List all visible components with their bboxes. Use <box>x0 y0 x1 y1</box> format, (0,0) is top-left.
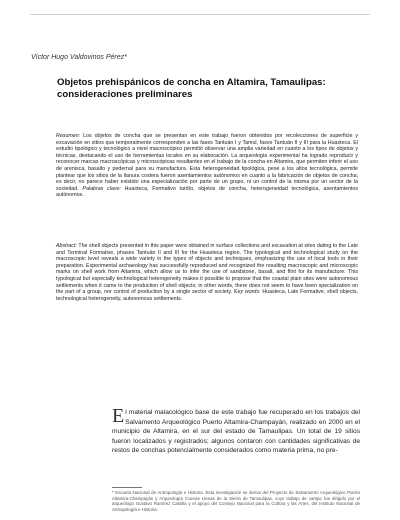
abstract-spanish <box>56 133 358 199</box>
abstract-english <box>56 243 358 302</box>
body-paragraph <box>112 405 360 456</box>
footnote: * Escuela Nacional de Antropología e Historia. Esta investigación se deriva del Proyecto de Salvamento Arqueológico Puerto Altamira-Champayán y Arqueología Cuevas Llenas de la Sierra de Tamaulipas, cuyo trabajo de campo fue dirigido por el arqueólogo Gustavo Ramírez Castilla y el apoyo del Consejo Nacional para la Cultura y las Artes, del Instituto Nacional de Antropología e Historia. <box>112 490 360 512</box>
footnote-rule <box>112 487 142 488</box>
resumen-label: Resumen: <box>56 133 81 139</box>
palabras-clave-text: Huasteca, Formativo tardío, objetos de concha, heterogeneidad tecnológica, asentamientos autónomos. <box>56 185 358 199</box>
keywords-text: Huasteca, Late Formative, shell objects, technological heterogeneity, autonomous settlements. <box>56 289 358 302</box>
author-name: Víctor Hugo Valdovinos Pérez* <box>31 54 127 61</box>
resumen-text: Los objetos de concha que se presentan en este trabajo fueron obtenidos por recolecciones de superficie y excavación en sitios que temporalmente corresponden a las fases Tantuán I y Tamul, fases Tantuán II y III para la Huasteca. El estudio tipológico y tecnológico a nivel macroscópico permitió observar una amplia variedad en cuanto a los tipos de objetos y técnicas, destacando el uso de herramientas locales en su elaboración. La arqueología experimental ha logrado reproducir y reconocer marcas macroscópicas y microscópicas resultantes en el trabajo de la concha en Altamira, que permiten inferir el uso de arenisca, basalto y pedernal para su manufactura. Esta heterogeneidad tipológica, pese a los altos tecnológica, permite plantear que los sitios de la llanura costera fueron asentamientos autónomos en cuanto a la fabricación de objetos de concha; es decir, no parece haber existido una especialización por parte de un grupo, ni un control de la misma por un sector de la sociedad. <box>56 133 358 192</box>
abstract-label: Abstract: <box>56 243 77 249</box>
abstract-text: The shell objects presented in this paper were obtained in surface collections and excavation at sites dating to the Late and Terminal Formative, phases Tantuán II and III for the Huasteca region. The typological and technological study on the macroscopic level reveals a wide variety in the types of objects and techniques, emphasizing the use of local tools in their preparation. Experimental archaeology has successfully reproduced and recognized the resulting macroscopic and microscopic marks on shell work from Altamira, which allow us to infer the use of sandstone, basalt, and flint for its manufacture. This typological but especially technological heterogeneity makes it possible to propose that the coastal plain sites were autonomous settlements when it came to the production of shell objects; in other words, there does not seem to have been specialization on the part of a group, nor control of production by a single sector of society. <box>56 243 358 296</box>
body-text: l material malacológico base de este trabajo fue recuperado en los trabajos del Salvamento Arqueológico Puerto Altamira-Champayán, realizado en 2000 en el municipio de Altamira, en el sur del estado de Tamaulipas. Un total de 19 sitios fueron localizados y registrados; algunos contaron con cantidades significativas de restos de conchas potencialmente considerados como materia prima, no pre- <box>112 409 360 455</box>
drop-cap: E <box>112 405 125 427</box>
header-rule <box>30 14 370 15</box>
keywords-label: Key words: <box>233 289 261 296</box>
palabras-clave-label: Palabras clave: <box>82 185 121 192</box>
article-title: Objetos prehispánicos de concha en Altamira, Tamaulipas: consideraciones preliminares <box>57 77 326 100</box>
